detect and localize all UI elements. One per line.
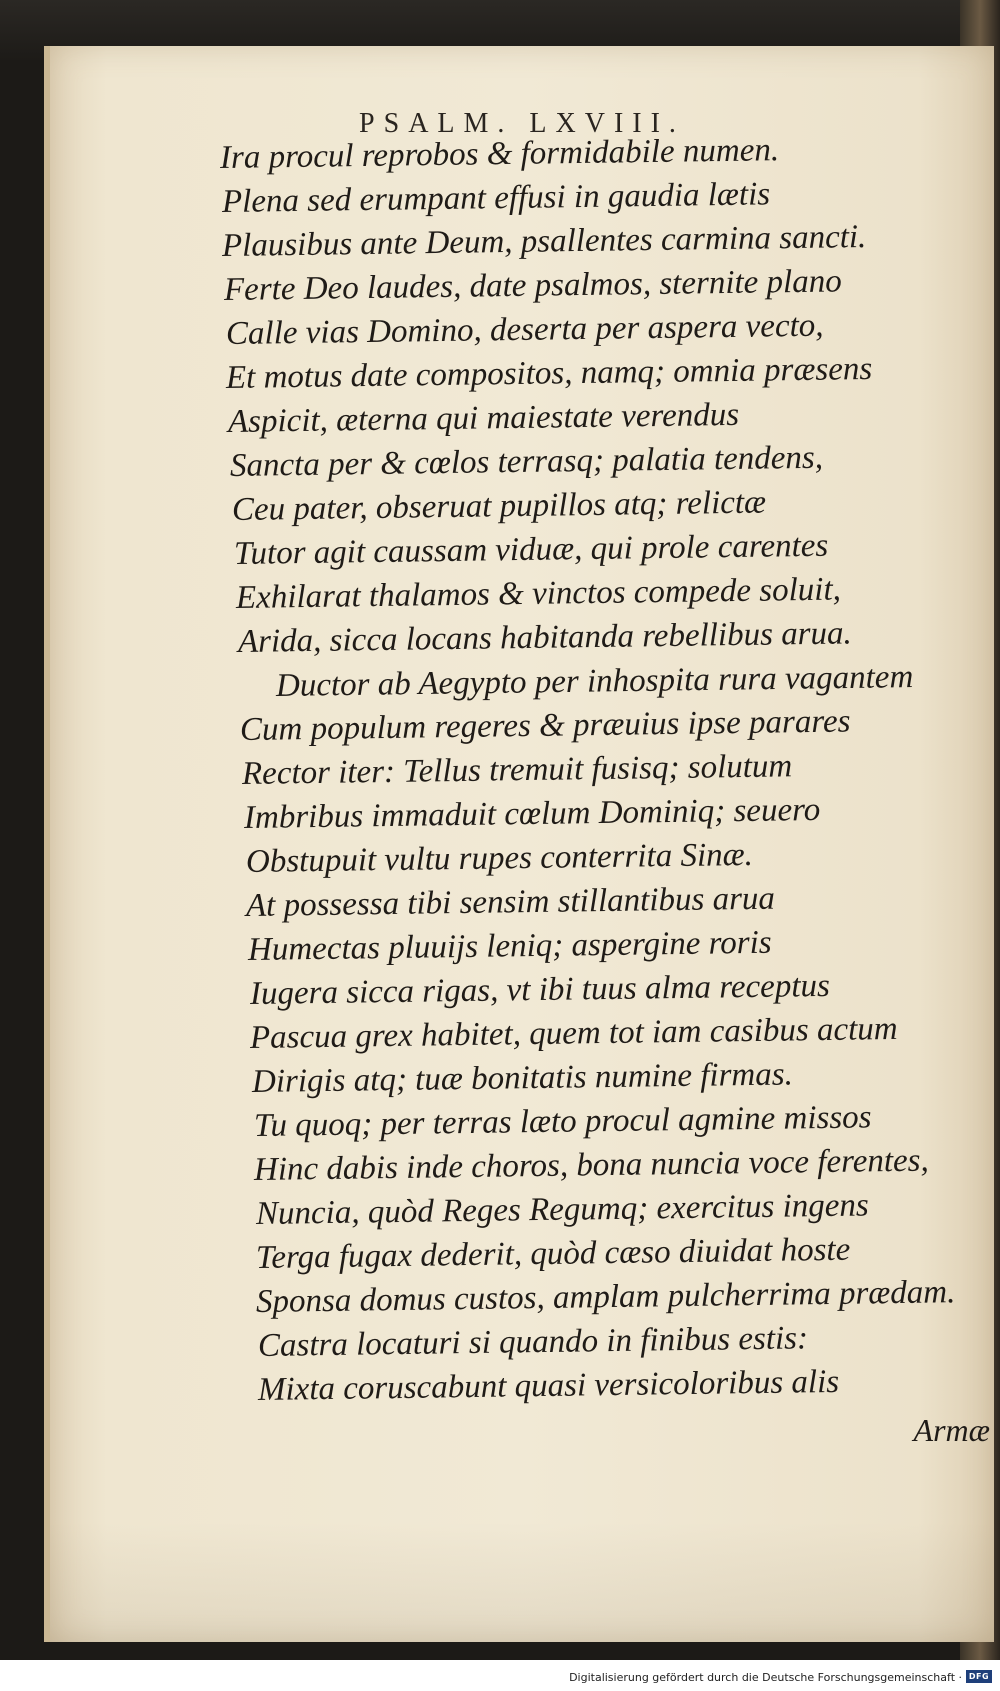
running-head: PSALM. LXVIII. <box>359 108 685 139</box>
verse-line: Aspicit, æterna qui maiestate verendus <box>227 396 740 440</box>
verse-line: Arida, sicca locans habitanda rebellibus arua. <box>237 615 853 660</box>
verse-line: Plausibus ante Deum, psallentes carmina sancti. <box>221 219 867 264</box>
verse-line: Humectas pluuijs leniq; aspergine roris <box>247 924 772 968</box>
dfg-logo-icon: DFG <box>966 1670 992 1683</box>
verse-line: Nuncia, quòd Reges Regumq; exercitus ingens <box>255 1187 869 1232</box>
verse-line: Mixta coruscabunt quasi versicoloribus alis <box>257 1363 840 1408</box>
catchword: Armæ <box>913 1412 990 1448</box>
verse-line: Dirigis atq; tuæ bonitatis numine firmas. <box>251 1056 794 1100</box>
verse-line: Tu quoq; per terras læto procul agmine missos <box>253 1099 872 1144</box>
verse-line: Sponsa domus custos, amplam pulcherrima prædam. <box>255 1274 956 1320</box>
digitization-credit: Digitalisierung gefördert durch die Deutsche Forschungsgemeinschaft · <box>569 1671 962 1684</box>
verse-line: Calle vias Domino, deserta per aspera vecto, <box>225 307 824 352</box>
verse-line: Plena sed erumpant effusi in gaudia lætis <box>221 176 771 220</box>
verse-line: Rector iter: Tellus tremuit fusisq; solutum <box>241 748 793 792</box>
verse-line: Ceu pater, obseruat pupillos atq; relictæ <box>231 484 767 528</box>
verse-line: Castra locaturi si quando in finibus estis: <box>257 1320 809 1364</box>
verse-line: Et motus date compositos, namq; omnia præsens <box>225 350 873 396</box>
verse-line: Terga fugax dederit, quòd cæso diuidat hoste <box>255 1231 851 1276</box>
verse-line: Obstupuit vultu rupes conterrita Sinæ. <box>245 836 754 880</box>
verse-line: Hinc dabis inde choros, bona nuncia voce ferentes, <box>253 1142 930 1188</box>
verse-line: Exhilarat thalamos & vinctos compede soluit, <box>235 571 842 616</box>
verse-line: Imbribus immaduit cœlum Dominiq; seuero <box>243 791 821 836</box>
verse-line: Ductor ab Aegypto per inhospita rura vagantem <box>275 659 914 704</box>
verse-line: At possessa tibi sensim stillantibus arua <box>245 880 776 924</box>
verse-line: Ferte Deo laudes, date psalmos, sternite plano <box>223 263 842 308</box>
verse-line: Tutor agit caussam viduæ, qui prole carentes <box>233 527 829 572</box>
verse-line: Iugera sicca rigas, vt ibi tuus alma receptus <box>249 967 831 1012</box>
verse-block <box>50 46 994 1642</box>
book-page <box>44 46 994 1642</box>
page-shadow <box>50 1522 994 1642</box>
verse-line: Cum populum regeres & præuius ipse parares <box>239 703 851 748</box>
verse-line: Sancta per & cœlos terrasq; palatia tendens, <box>229 439 824 484</box>
verse-line: Pascua grex habitet, quem tot iam casibus actum <box>249 1010 898 1056</box>
verse-line: Ira procul reprobos & formidabile numen. <box>219 132 780 176</box>
